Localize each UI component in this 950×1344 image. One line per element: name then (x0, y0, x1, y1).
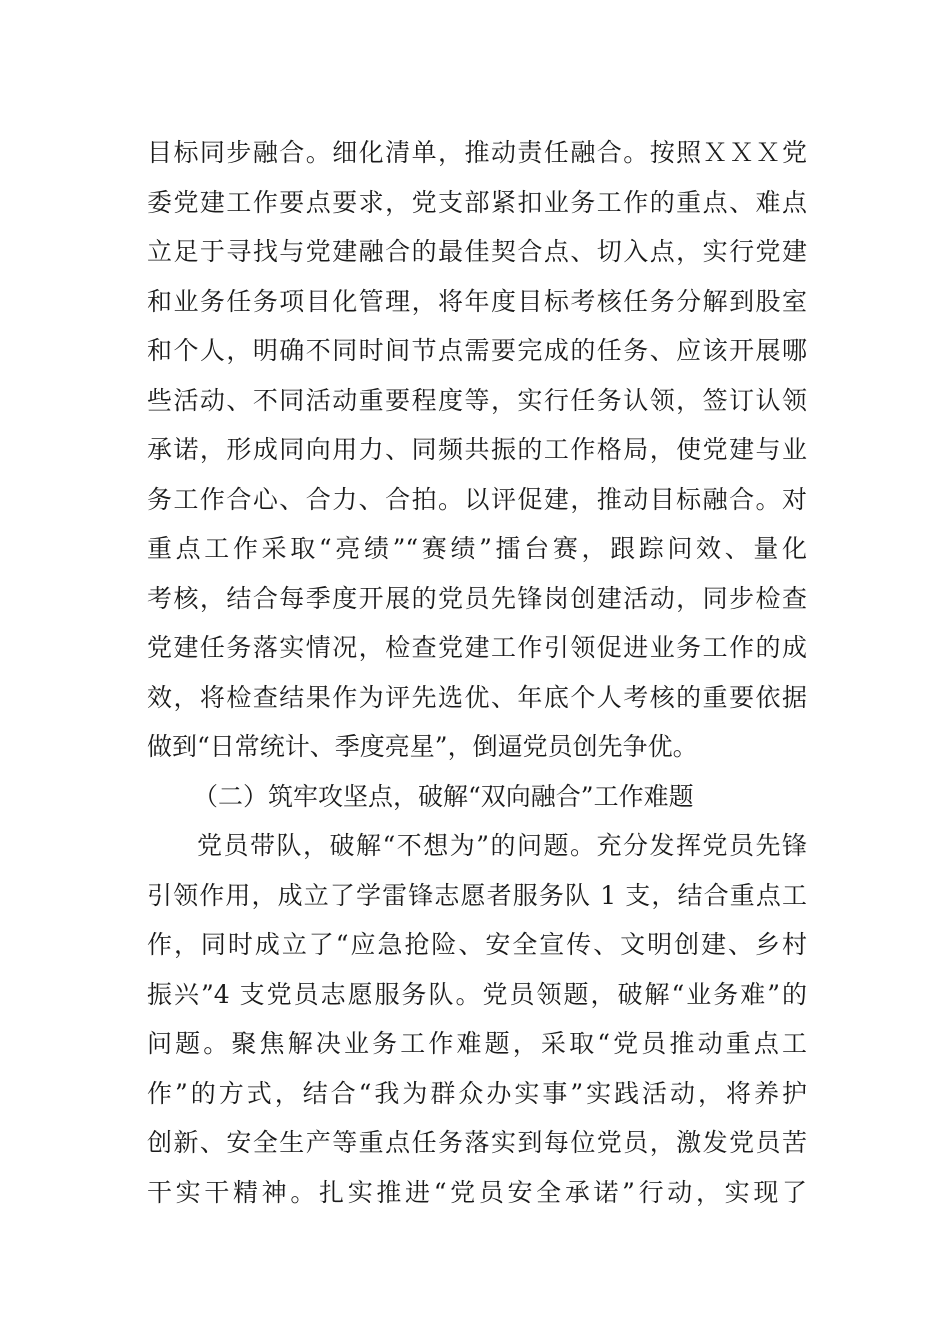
paragraph-2-line: 振兴”4 支党员志愿服务队。党员领题，破解“业务难”的 (147, 979, 807, 1009)
paragraph-2-line: 问题。聚焦解决业务工作难题，采取“党员推动重点工 (147, 1029, 807, 1058)
paragraph-1-line: 承诺，形成同向用力、同频共振的工作格局，使党建与业 (147, 435, 807, 464)
paragraph-1-line: 和业务任务项目化管理，将年度目标考核任务分解到股室 (147, 286, 807, 316)
paragraph-1-line: 立足于寻找与党建融合的最佳契合点、切入点，实行党建 (147, 237, 807, 266)
paragraph-2-line: 引领作用，成立了学雷锋志愿者服务队 1 支，结合重点工 (147, 880, 807, 910)
paragraph-1-line: 务工作合心、合力、合拍。以评促建，推动目标融合。对 (147, 484, 807, 514)
paragraph-2-line: 干实干精神。扎实推进“党员安全承诺”行动，实现了 (147, 1177, 807, 1207)
paragraph-1-line: 做到“日常统计、季度亮星”，倒逼党员创先争优。 (147, 732, 698, 761)
paragraph-1-line: 重点工作采取“亮绩”“赛绩”擂台赛，跟踪问效、量化 (147, 534, 807, 563)
paragraph-1-line: 和个人，明确不同时间节点需要完成的任务、应该开展哪 (147, 336, 807, 365)
paragraph-2-line: 创新、安全生产等重点任务落实到每位党员，激发党员苦 (147, 1128, 807, 1157)
paragraph-1-line: 效，将检查结果作为评先选优、年底个人考核的重要依据 (147, 682, 807, 712)
paragraph-1-line: 些活动、不同活动重要程度等，实行任务认领，签订认领 (147, 385, 807, 415)
section-heading: （二）筑牢攻坚点，破解“双向融合”工作难题 (193, 781, 694, 811)
paragraph-1-line: 党建任务落实情况，检查党建工作引领促进业务工作的成 (147, 633, 807, 662)
paragraph-2-line: 作，同时成立了“应急抢险、安全宣传、文明创建、乡村 (147, 930, 807, 959)
paragraph-1-line: 委党建工作要点要求，党支部紧扣业务工作的重点、难点 (147, 187, 807, 217)
document-body (147, 128, 807, 1217)
paragraph-2-line: 党员带队，破解“不想为”的问题。充分发挥党员先锋 (197, 831, 807, 860)
paragraph-1-line: 考核，结合每季度开展的党员先锋岗创建活动，同步检查 (147, 583, 807, 613)
paragraph-2-line: 作”的方式，结合“我为群众办实事”实践活动，将养护 (147, 1078, 807, 1108)
paragraph-1-line: 目标同步融合。细化清单，推动责任融合。按照ＸＸＸ党 (147, 138, 807, 167)
